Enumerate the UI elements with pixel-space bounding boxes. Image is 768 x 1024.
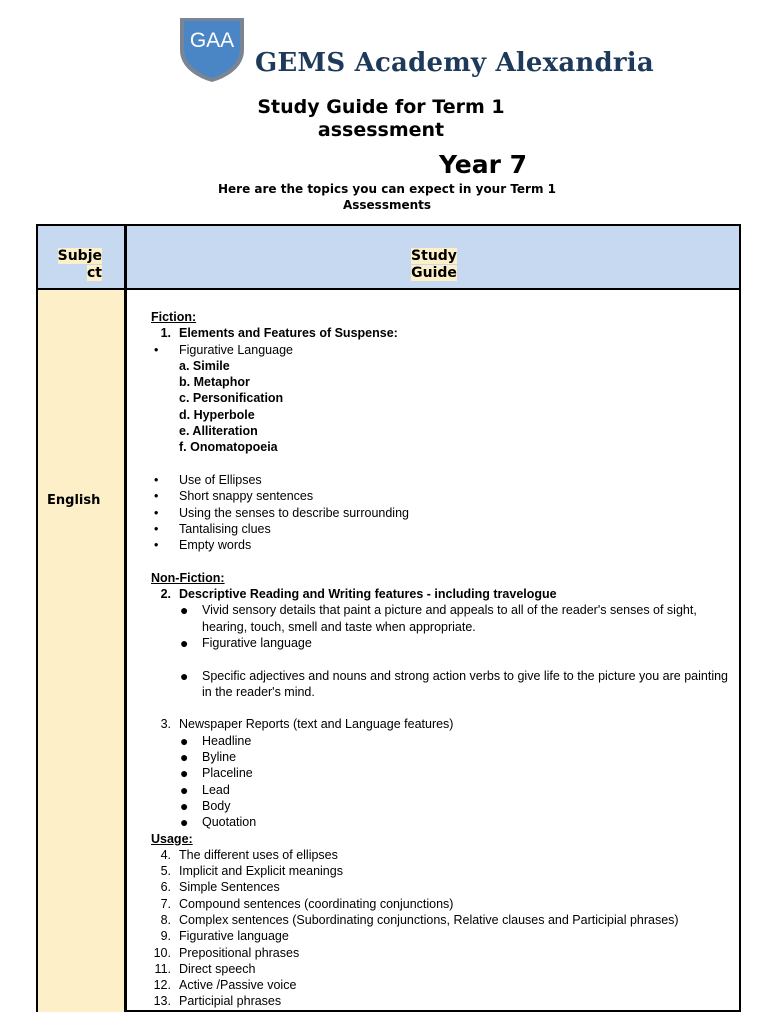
study-guide-table: [36, 224, 741, 1012]
list-item: • Figurative Language: [154, 342, 293, 357]
list-item: ● Headline: [180, 732, 252, 749]
table-header-row: [38, 226, 739, 290]
column-divider: [124, 226, 127, 1010]
list-item: • Short snappy sentences: [154, 489, 314, 504]
list-item: ● Lead: [180, 781, 230, 798]
document-header: [0, 0, 768, 225]
intro-text: Here are the topics you can expect in your Term 1 Assessments: [217, 182, 557, 212]
list-item: c. Personification: [179, 391, 284, 406]
list-item: • Tantalising clues: [154, 521, 271, 536]
list-item: • Use of Ellipses: [154, 472, 262, 487]
study-guide-content: [151, 309, 731, 1010]
section-heading-nonfiction: Non-Fiction:: [151, 570, 225, 585]
section-heading-fiction: Fiction:: [151, 310, 197, 324]
list-item: f. Onomatopoeia: [179, 440, 278, 455]
section-heading-usage: Usage:: [151, 831, 193, 846]
list-item: 3. Newspaper Reports (text and Language features): [160, 717, 454, 732]
list-item: 1. Elements and Features of Suspense:: [160, 326, 398, 341]
subject-cell: [38, 290, 124, 1012]
list-item: 4. The different uses of ellipses: [160, 847, 338, 862]
school-name: GEMS Academy Alexandria: [255, 48, 654, 78]
study-guide-column-header: Study Guide: [411, 248, 457, 281]
list-item: 5. Implicit and Explicit meanings: [160, 864, 343, 879]
list-item: ● Quotation: [180, 814, 257, 831]
list-item: 9. Figurative language: [160, 929, 289, 944]
subject-column-header: Subje ct: [57, 248, 102, 281]
list-item: e. Alliteration: [179, 424, 258, 439]
year-label: Year 7: [439, 150, 528, 179]
list-item: d. Hyperbole: [179, 407, 255, 422]
list-item: 13. Participial phrases: [153, 994, 282, 1009]
list-item: b. Metaphor: [179, 375, 250, 390]
list-item: • Using the senses to describe surrounding: [154, 505, 409, 520]
list-item: a. Simile: [179, 358, 230, 373]
logo-text: GAA: [189, 29, 235, 52]
list-item: ● Figurative language: [180, 634, 312, 651]
list-item: ● Placeline: [180, 765, 253, 782]
list-item: • Empty words: [154, 538, 252, 553]
list-item: 8. Complex sentences (Subordinating conjunctions, Relative clauses and Participial phrases): [160, 912, 679, 927]
page-title: Study Guide for Term 1 assessment: [257, 96, 505, 141]
list-item: 6. Simple Sentences: [160, 880, 280, 895]
list-item: ● Vivid sensory details that paint a picture and appeals to all of the reader's senses of sight, hearing, touch, smell and taste when appropriate.: [180, 602, 697, 634]
list-item: ● Body: [180, 797, 231, 814]
list-item: ● Byline: [180, 749, 237, 766]
school-crest-logo: [176, 16, 248, 84]
list-item: 10. Prepositional phrases: [153, 945, 300, 960]
list-item: 2. Descriptive Reading and Writing features - including travelogue: [160, 587, 557, 602]
list-item: 11. Direct speech: [154, 961, 256, 976]
list-item: 12. Active /Passive voice: [153, 978, 297, 993]
subject-name: English: [47, 493, 101, 508]
list-item: ● Specific adjectives and nouns and strong action verbs to give life to the picture you are painting in the reader's mind.: [180, 667, 729, 699]
list-item: 7. Compound sentences (coordinating conjunctions): [160, 896, 454, 911]
